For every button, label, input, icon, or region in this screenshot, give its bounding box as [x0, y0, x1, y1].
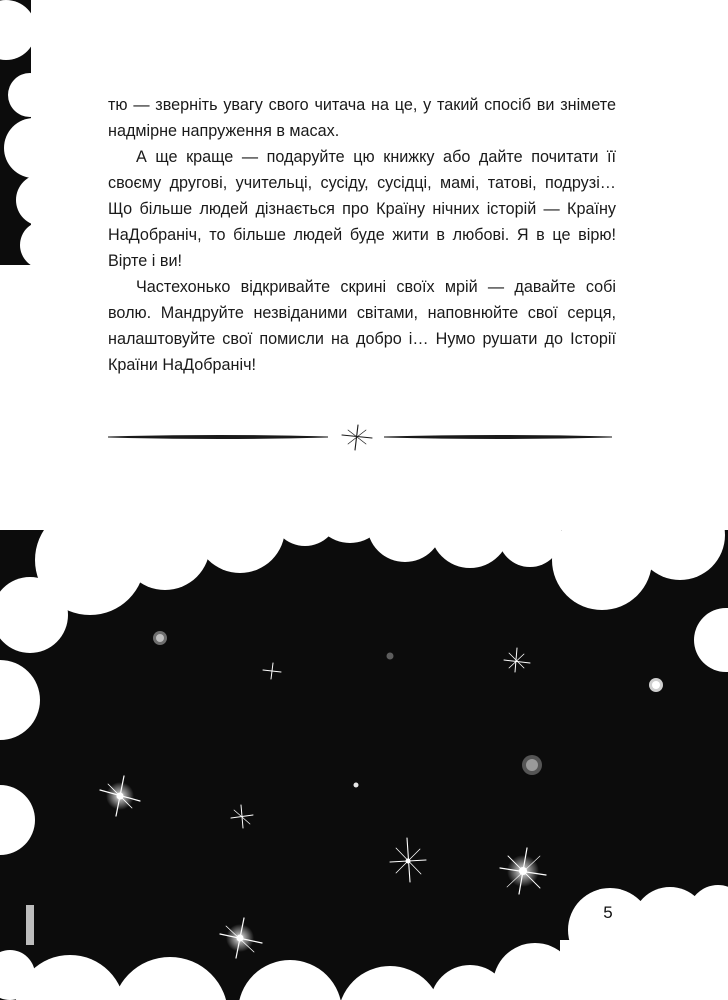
star-icon — [522, 755, 542, 775]
paragraph: Частехонько відкривайте скрині своїх мрій — давайте собі волю. Мандруйте незвіданими світами, наповнюйте свої серця, налаштовуйте свої помисли на добро і… Нумо рушати до Історії Країни НаДобраніч! — [108, 278, 616, 374]
paragraph: тю — зверніть увагу свого читача на це, у такий спосіб ви знімете надмірне напруження в масах. — [108, 96, 616, 140]
body-text — [108, 92, 616, 378]
page-number: 5 — [603, 903, 613, 922]
star-icon — [387, 653, 394, 660]
star-icon — [649, 678, 663, 692]
star-icon — [354, 783, 359, 788]
paragraph: А ще краще — подаруйте цю книжку або дайте почитати її своєму другові, учительці, сусіду, сусідці, мамі, татові, подрузі… Що більше людей дізнається про Країну нічних історій — Країну НаДобраніч, то більше людей буде жити в любові. Я в це вірю! Вірте і ви! — [108, 148, 616, 270]
star-icon — [153, 631, 167, 645]
